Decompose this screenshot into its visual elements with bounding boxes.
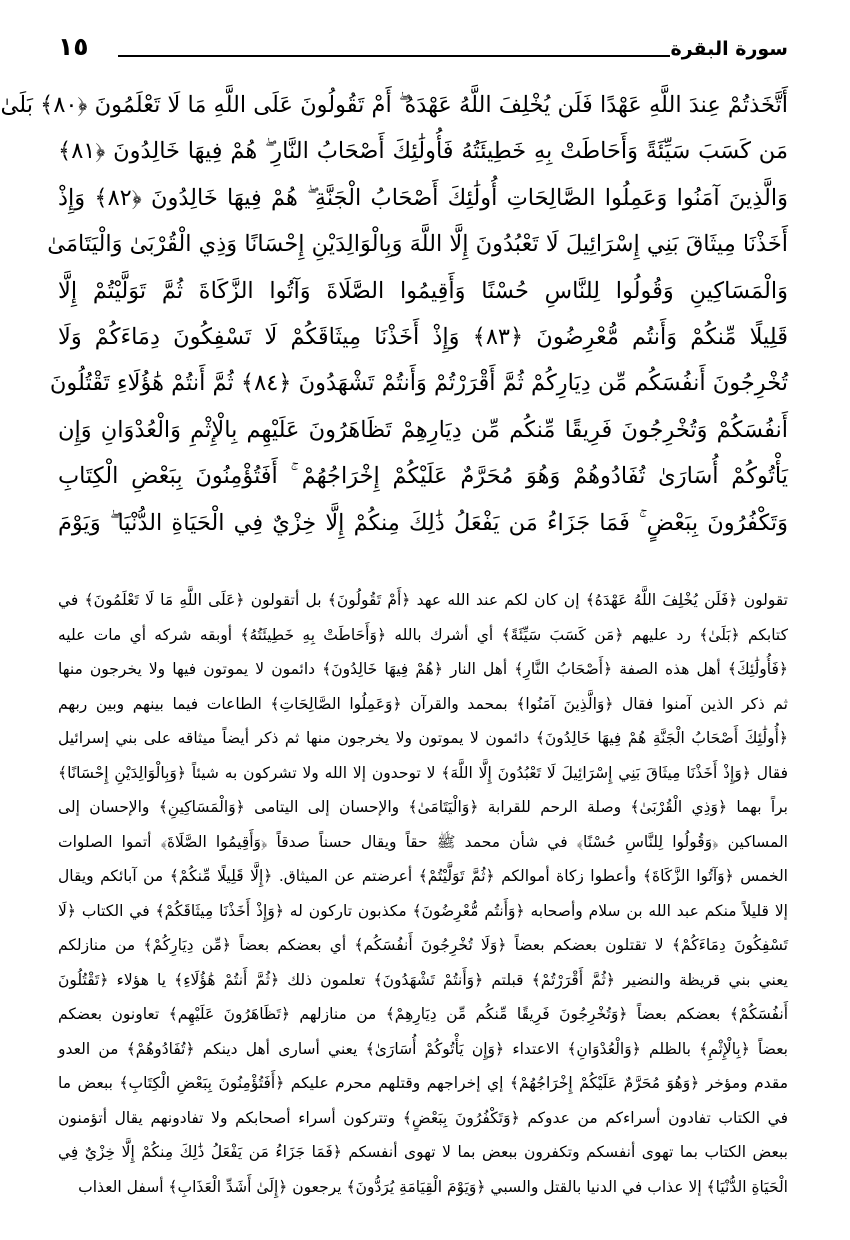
tafsir-line: تقولون ﴿فَلَن يُخْلِفَ اللَّهُ عَهْدَهُ﴾ إن كان لكم عند الله عهد ﴿أَمْ تَقُولُونَ﴾ بل أتقولون ﴿عَلَى اللَّهِ مَا لَا تَعْلَمُونَ﴾ في xyxy=(58,591,788,609)
tafsir-line: ﴿فَأُولَٰئِكَ﴾ أهل هذه الصفة ﴿أَصْحَابُ النَّارِ﴾ أهل النار ﴿هُمْ فِيهَا خَالِدُونَ﴾ دائمون لا يموتون فيها ولا يخرجون منها xyxy=(58,660,788,678)
tafsir-line: فقال ﴿وَإِذْ أَخَذْنَا مِيثَاقَ بَنِي إِسْرَائِيلَ لَا تَعْبُدُونَ إِلَّا اللَّهَ﴾ لا توحدون إلا الله ولا تشركون به شيئاً ﴿وَبِالْوَالِدَيْنِ إِحْسَانًا﴾ xyxy=(58,763,788,782)
tafsir-line: كتابكم ﴿بَلَىٰ﴾ رد عليهم ﴿مَن كَسَبَ سَيِّئَةً﴾ أي أشرك بالله ﴿وَأَحَاطَتْ بِهِ خَطِيئَتُهُ﴾ أوبقه شركه أي مات عليه xyxy=(58,625,788,644)
tafsir-line: الخمس ﴿وَآتُوا الزَّكَاةَ﴾ وأعطوا زكاة أموالكم ﴿ثُمَّ تَوَلَّيْتُمْ﴾ أعرضتم عن الميثاق. ﴿إِلَّا قَلِيلًا مِّنكُمْ﴾ من آبائكم ويقال xyxy=(58,867,788,885)
tafsir-line: مقدم ومؤخر ﴿وَهُوَ مُحَرَّمٌ عَلَيْكُمْ إِخْرَاجُهُمْ﴾ إي إخراجهم وقتلهم محرم عليكم ﴿أَفَتُؤْمِنُونَ بِبَعْضِ الْكِتَابِ﴾ ببعض ما xyxy=(58,1074,788,1092)
quran-line: أَنفُسَكُمْ وَتُخْرِجُونَ فَرِيقًا مِّنكُم مِّن دِيَارِهِمْ تَظَاهَرُونَ عَلَيْهِم بِالْإِثْمِ وَالْعُدْوَانِ وَإِن xyxy=(58,416,788,443)
quran-line: مَن كَسَبَ سَيِّئَةً وَأَحَاطَتْ بِهِ خَطِيئَتُهُ فَأُولَٰئِكَ أَصْحَابُ النَّارِ ۖ هُمْ فِيهَا خَالِدُونَ ﴿٨١﴾ xyxy=(58,138,788,165)
quran-line: وَالَّذِينَ آمَنُوا وَعَمِلُوا الصَّالِحَاتِ أُولَٰئِكَ أَصْحَابُ الْجَنَّةِ ۖ هُمْ فِيهَا خَالِدُونَ ﴿٨٢﴾ وَإِذْ xyxy=(58,184,788,211)
header-rule xyxy=(118,55,670,57)
tafsir-line: أَنفُسَكُمْ﴾ بعضكم بعضاً ﴿وَتُخْرِجُونَ فَرِيقًا مِّنكُم مِّن دِيَارِهِمْ﴾ من منازلهم ﴿تَظَاهَرُونَ عَلَيْهِم﴾ تعاونون بعضكم xyxy=(58,1005,788,1023)
quran-line: أَتَّخَذتُمْ عِندَ اللَّهِ عَهْدًا فَلَن يُخْلِفَ اللَّهُ عَهْدَهُ ۖ أَمْ تَقُولُونَ عَلَى اللَّهِ مَا لَا تَعْلَمُونَ ﴿٨٠﴾ بَلَىٰ xyxy=(0,92,788,118)
tafsir-line: الْحَيَاةِ الدُّنْيَا﴾ إلا عذاب في الدنيا بالقتل والسبي ﴿وَيَوْمَ الْقِيَامَةِ يُرَدُّونَ﴾ يرجعون ﴿إِلَىٰ أَشَدِّ الْعَذَابِ﴾ أسفل العذاب xyxy=(78,1177,788,1196)
quran-line: قَلِيلًا مِّنكُمْ وَأَنتُم مُّعْرِضُونَ ﴿٨٣﴾ وَإِذْ أَخَذْنَا مِيثَاقَكُمْ لَا تَسْفِكُونَ دِمَاءَكُمْ وَلَا xyxy=(58,323,788,350)
quran-line: يَأْتُوكُمْ أُسَارَىٰ تُفَادُوهُمْ وَهُوَ مُحَرَّمٌ عَلَيْكُمْ إِخْرَاجُهُمْ ۚ أَفَتُؤْمِنُونَ بِبَعْضِ الْكِتَابِ xyxy=(58,463,788,490)
tafsir-text-block xyxy=(58,583,788,1204)
page-header xyxy=(58,22,788,72)
tafsir-line: بعضاً ﴿بِالْإِثْمِ﴾ بالظلم ﴿وَالْعُدْوَانِ﴾ الاعتداء ﴿وَإِن يَأْتُوكُمْ أُسَارَىٰ﴾ يعني أسارى أهل دينكم ﴿تُفَادُوهُمْ﴾ من العدو xyxy=(58,1039,788,1058)
tafsir-line: براً بهما ﴿وَذِي الْقُرْبَىٰ﴾ وصلة الرحم للقرابة ﴿وَالْيَتَامَىٰ﴾ والإحسان إلى اليتامى ﴿وَالْمَسَاكِينِ﴾ والإحسان إلى xyxy=(58,798,788,816)
quran-line: تُخْرِجُونَ أَنفُسَكُم مِّن دِيَارِكُمْ ثُمَّ أَقْرَرْتُمْ وَأَنتُمْ تَشْهَدُونَ ﴿٨٤﴾ ثُمَّ أَنتُمْ هَٰؤُلَاءِ تَقْتُلُونَ xyxy=(49,370,788,397)
tafsir-line: في الكتاب تفادون أسراءكم من عدوكم ﴿وَتَكْفُرُونَ بِبَعْضٍ﴾ وتتركون أسراء أصحابكم ولا تفادونهم يقال أتؤمنون xyxy=(58,1108,788,1127)
quran-line: وَتَكْفُرُونَ بِبَعْضٍ ۚ فَمَا جَزَاءُ مَن يَفْعَلُ ذَٰلِكَ مِنكُمْ إِلَّا خِزْيٌ فِي الْحَيَاةِ الدُّنْيَا ۖ وَيَوْمَ xyxy=(58,509,788,536)
tafsir-line: تَسْفِكُونَ دِمَاءَكُمْ﴾ لا تقتلون بعضكم بعضاً ﴿وَلَا تُخْرِجُونَ أَنفُسَكُم﴾ أي بعضكم بعضاً ﴿مِّن دِيَارِكُمْ﴾ من منازلكم xyxy=(58,936,788,954)
tafsir-line: المساكين ﴿وَقُولُوا لِلنَّاسِ حُسْنًا﴾ في شأن محمد ﷺ حقاً ويقال حسناً صدقاً ﴿وَأَقِيمُوا الصَّلَاةَ﴾ أتموا الصلوات xyxy=(58,832,788,851)
tafsir-line: ببعض الكتاب بما تهوى أنفسكم وتكفرون ببعض بما لا تهوى أنفسكم ﴿فَمَا جَزَاءُ مَن يَفْعَلُ ذَٰلِكَ مِنكُمْ إِلَّا خِزْيٌ فِي xyxy=(58,1143,788,1161)
page-number: ١٥ xyxy=(58,32,89,61)
surah-title: سورة البقرة xyxy=(670,38,788,60)
quran-line: وَالْمَسَاكِينِ وَقُولُوا لِلنَّاسِ حُسْنًا وَأَقِيمُوا الصَّلَاةَ وَآتُوا الزَّكَاةَ ثُمَّ تَوَلَّيْتُمْ إِلَّا xyxy=(58,277,788,304)
tafsir-line: إلا قليلاً منكم عبد الله بن سلام وأصحابه ﴿وَأَنتُم مُّعْرِضُونَ﴾ مكذبون تاركون له ﴿وَإِذْ أَخَذْنَا مِيثَاقَكُمْ﴾ في الكتاب ﴿لَا xyxy=(58,901,788,920)
tafsir-line: يعني بني قريظة والنضير ﴿ثُمَّ أَقْرَرْتُمْ﴾ قبلتم ﴿وَأَنتُمْ تَشْهَدُونَ﴾ تعلمون ذلك ﴿ثُمَّ أَنتُمْ هَٰؤُلَاءِ﴾ يا هؤلاء ﴿تَقْتُلُونَ xyxy=(58,970,788,989)
quran-line: أَخَذْنَا مِيثَاقَ بَنِي إِسْرَائِيلَ لَا تَعْبُدُونَ إِلَّا اللَّهَ وَبِالْوَالِدَيْنِ إِحْسَانًا وَذِي الْقُرْبَىٰ وَالْيَتَامَىٰ xyxy=(47,231,788,258)
tafsir-line: ﴿أُولَٰئِكَ أَصْحَابُ الْجَنَّةِ هُمْ فِيهَا خَالِدُونَ﴾ دائمون لا يموتون ولا يخرجون منها ثم ذكر أيضاً ميثاقه على بني إسرائيل xyxy=(58,729,788,747)
tafsir-line: ثم ذكر الذين آمنوا فقال ﴿وَالَّذِينَ آمَنُوا﴾ بمحمد والقرآن ﴿وَعَمِلُوا الصَّالِحَاتِ﴾ الطاعات فيما بينهم وبين ربهم xyxy=(58,694,788,713)
quran-text-block xyxy=(0,82,788,546)
